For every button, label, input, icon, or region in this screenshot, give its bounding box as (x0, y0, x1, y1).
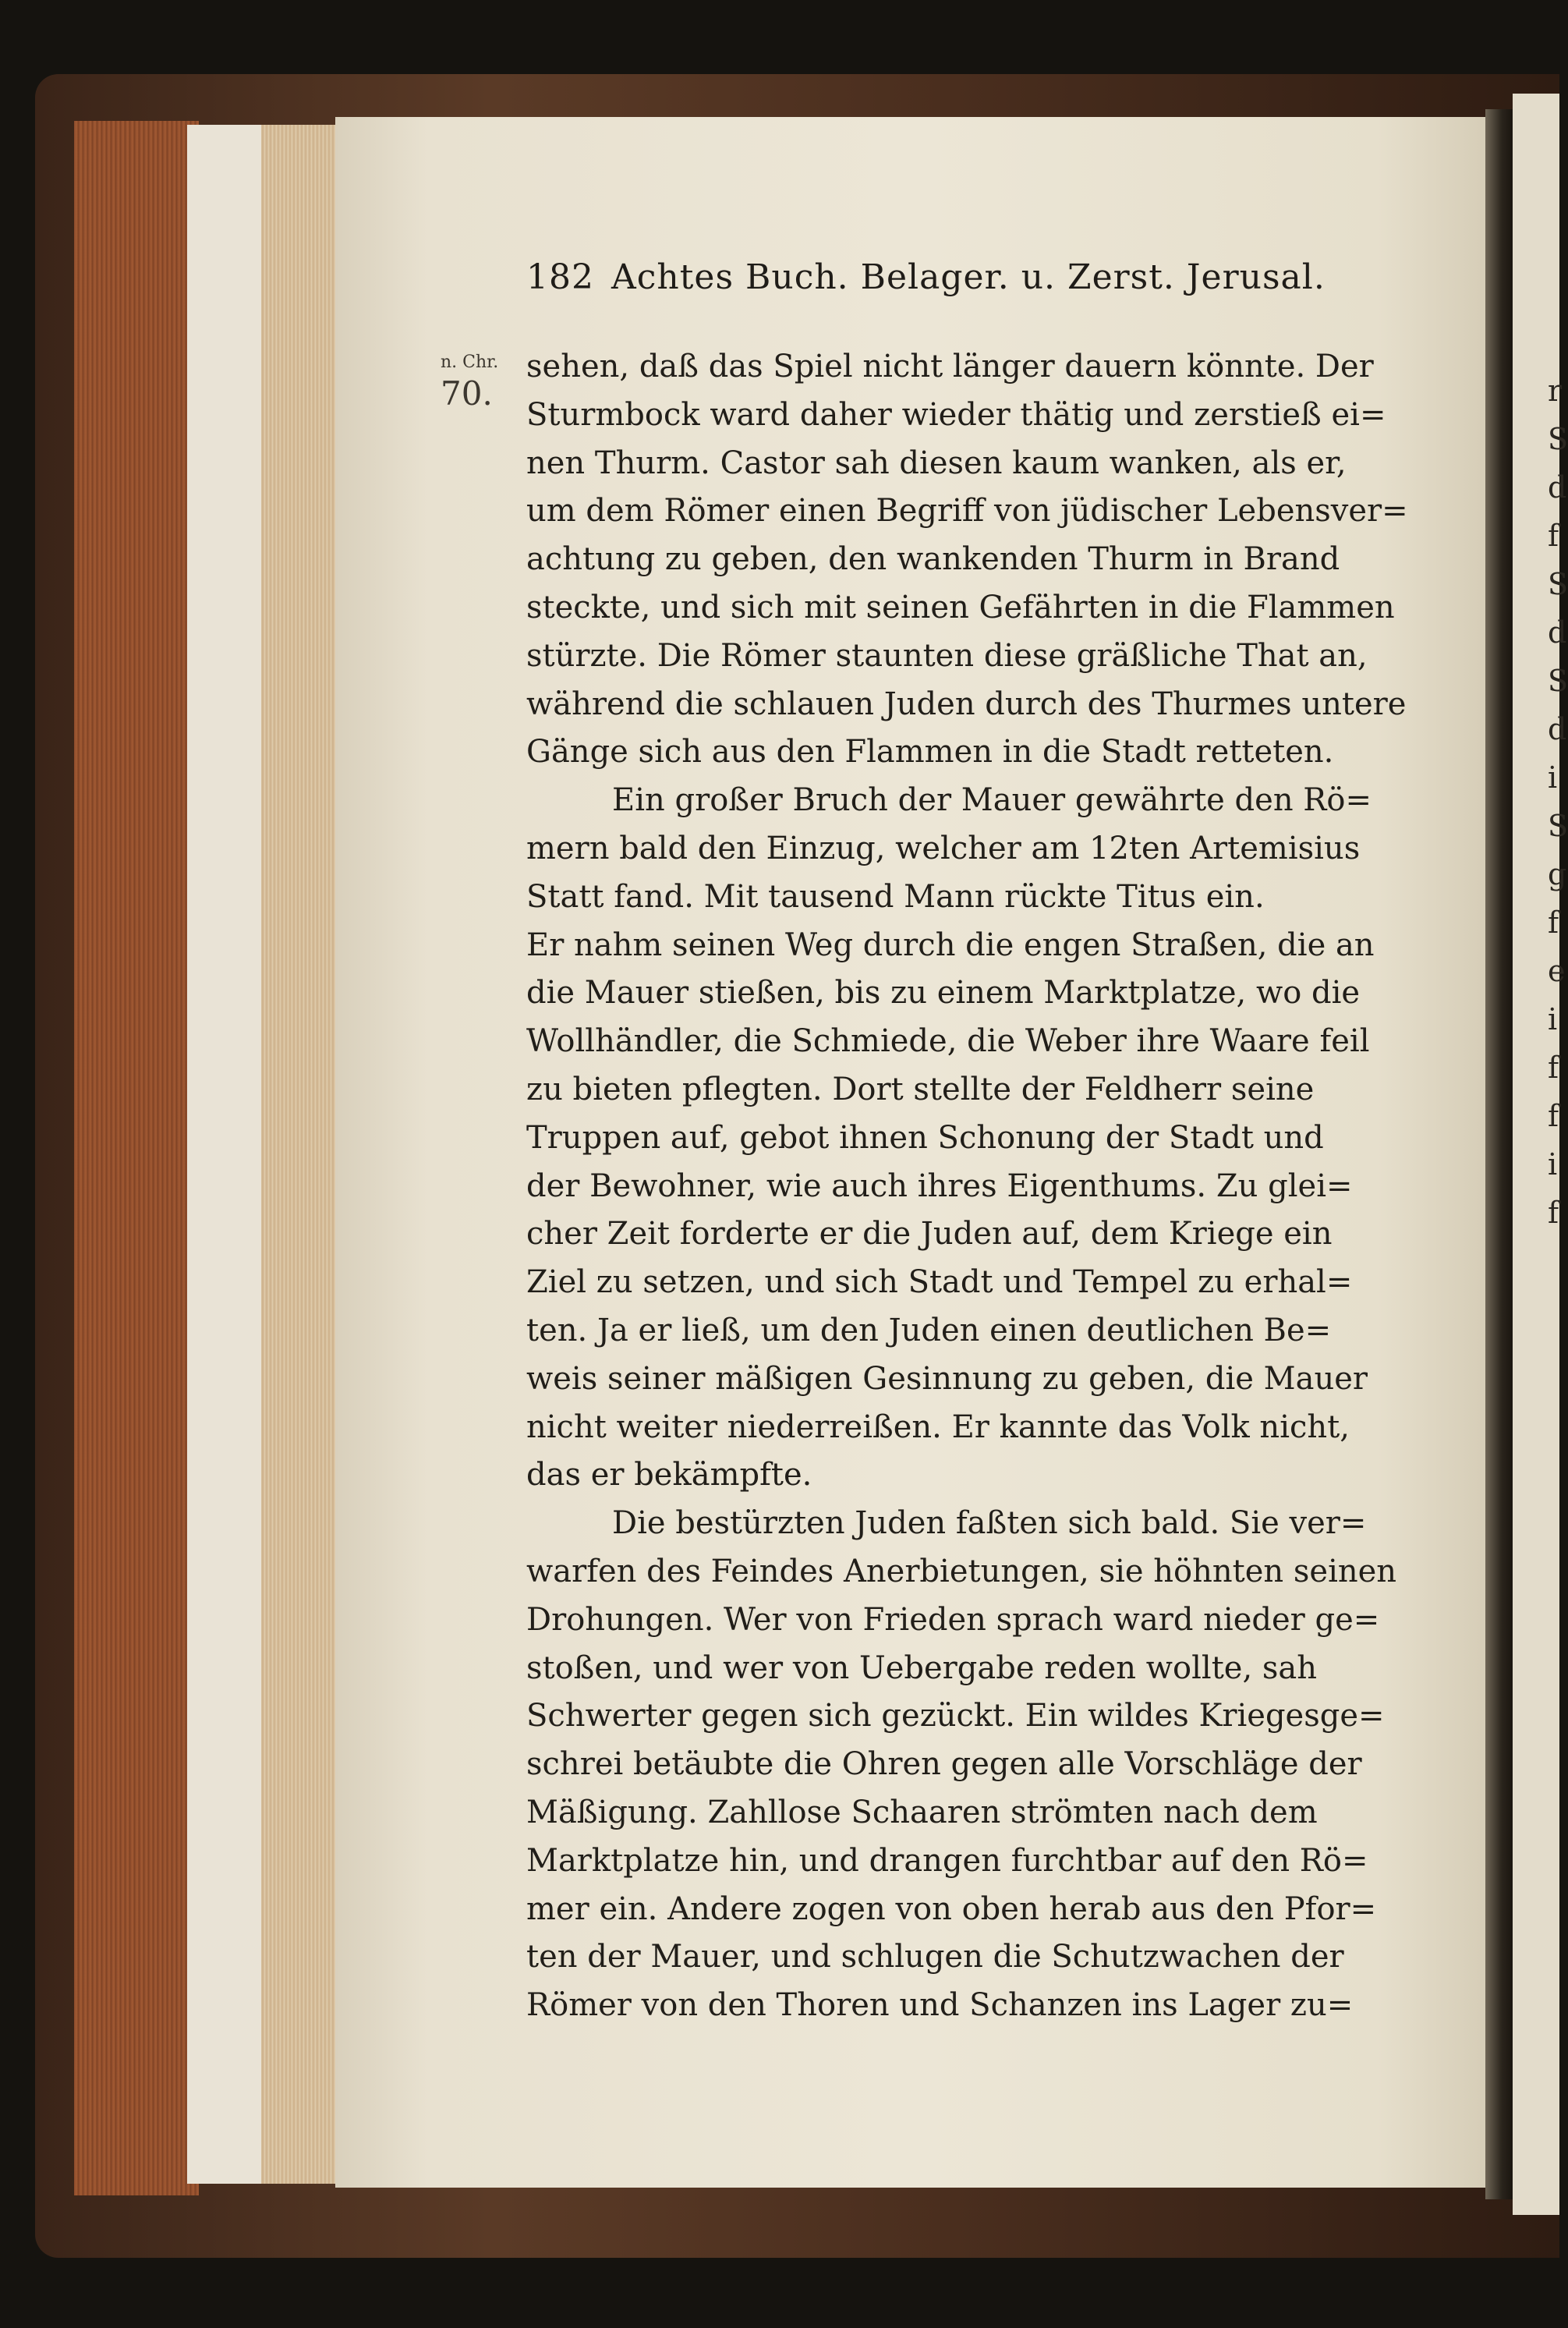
text-line: Mäßigung. Zahllose Schaaren strömten nach dem (526, 1794, 1318, 1830)
right-page-fragment: d (1548, 712, 1567, 746)
right-page-fragment: e (1548, 954, 1566, 988)
text-line: Sturmbock ward daher wieder thätig und zerstieß ei= (526, 396, 1386, 433)
page-edge-light (187, 125, 265, 2184)
right-page-fragment: f (1548, 1196, 1559, 1230)
text-line: nen Thurm. Castor sah diesen kaum wanken, als er, (526, 445, 1347, 481)
margin-note (441, 347, 515, 413)
text-line: sehen, daß das Spiel nicht länger dauern könnte. Der (526, 349, 1374, 384)
right-page-fragment: S (1548, 664, 1568, 698)
margin-year: 70. (441, 374, 493, 413)
right-page-fragment: S (1548, 809, 1568, 843)
running-title: Achtes Buch. Belager. u. Zerst. Jerusal. (611, 257, 1326, 297)
right-page-fragment: r (1548, 374, 1563, 408)
text-line: Drohungen. Wer von Frieden sprach ward nieder ge= (526, 1601, 1380, 1638)
text-line: das er bekämpfte. (526, 1457, 812, 1494)
right-page-fragment: S (1548, 422, 1568, 456)
right-page-fragment: f (1548, 519, 1559, 553)
running-header (526, 257, 1345, 297)
text-line: Gänge sich aus den Flammen in die Stadt retteten. (526, 734, 1334, 771)
text-line: stürzte. Die Römer staunten diese gräßliche That an, (526, 637, 1368, 674)
right-page-fragment: g (1548, 857, 1567, 891)
text-line: der Bewohner, wie auch ihres Eigenthums. Zu glei= (526, 1168, 1353, 1204)
book-gutter (1485, 109, 1513, 2199)
text-line: nicht weiter niederreißen. Er kannte das Volk nicht, (526, 1408, 1350, 1445)
text-line: ten. Ja er ließ, um den Juden einen deutlichen Be= (526, 1312, 1332, 1348)
text-line: Statt fand. Mit tausend Mann rückte Titus ein. (526, 878, 1265, 915)
margin-era: n. Chr. (441, 353, 499, 372)
text-line: mern bald den Einzug, welcher am 12ten Artemisius (526, 830, 1361, 866)
page-number: 182 (526, 257, 594, 297)
text-line: Schwerter gegen sich gezückt. Ein wildes Kriegesge= (526, 1698, 1385, 1734)
text-line: Er nahm seinen Weg durch die engen Straßen, die an (526, 927, 1375, 963)
text-line: stoßen, und wer von Uebergabe reden wollte, sah (526, 1649, 1318, 1686)
right-page-fragment: i (1548, 1147, 1558, 1182)
text-line: steckte, und sich mit seinen Gefährten in die Flammen (526, 589, 1395, 625)
text-line: Truppen auf, gebot ihnen Schonung der Stadt und (526, 1119, 1324, 1156)
text-line: zu bieten pflegten. Dort stellte der Feldherr seine (526, 1071, 1315, 1107)
page-stack (261, 125, 339, 2184)
text-line: Marktplatze hin, und drangen furchtbar auf den Rö= (526, 1842, 1368, 1879)
paragraph-start-line: Ein großer Bruch der Mauer gewährte den Rö= (612, 782, 1372, 819)
right-page-fragment: i (1548, 1002, 1558, 1036)
right-page-fragment: f (1548, 1099, 1559, 1133)
text-line: um dem Römer einen Begriff von jüdischer Lebensver= (526, 493, 1408, 530)
right-page-fragment: d (1548, 615, 1567, 650)
text-line: ten der Mauer, und schlugen die Schutzwachen der (526, 1939, 1344, 1975)
right-page-fragment: S (1548, 567, 1568, 601)
text-line: während die schlauen Juden durch des Thurmes untere (526, 686, 1407, 722)
text-line: achtung zu geben, den wankenden Thurm in Brand (526, 541, 1340, 578)
right-page-fragment: i (1548, 760, 1558, 795)
right-page-fragment: f (1548, 905, 1559, 940)
text-line: mer ein. Andere zogen von oben herab aus den Pfor= (526, 1890, 1377, 1927)
text-line: weis seiner mäßigen Gesinnung zu geben, die Mauer (526, 1360, 1368, 1397)
page-edge (74, 121, 199, 2195)
right-page-fragment: f (1548, 1051, 1559, 1085)
text-line: Ziel zu setzen, und sich Stadt und Tempel zu erhal= (526, 1264, 1353, 1301)
text-line: Wollhändler, die Schmiede, die Weber ihre Waare feil (526, 1023, 1370, 1060)
body-text (526, 343, 1442, 2030)
text-line: schrei betäubte die Ohren gegen alle Vorschläge der (526, 1746, 1362, 1783)
paragraph-start-line: Die bestürzten Juden faßten sich bald. Sie ver= (612, 1505, 1367, 1542)
text-line: die Mauer stießen, bis zu einem Marktplatze, wo die (526, 975, 1361, 1012)
text-line: Römer von den Thoren und Schanzen ins Lager zu= (526, 1987, 1354, 2024)
text-line: warfen des Feindes Anerbietungen, sie höhnten seinen (526, 1553, 1397, 1589)
right-page-fragment: d (1548, 470, 1567, 505)
right-page-text-fragments (1548, 367, 1568, 1237)
text-line: cher Zeit forderte er die Juden auf, dem Kriege ein (526, 1216, 1333, 1253)
